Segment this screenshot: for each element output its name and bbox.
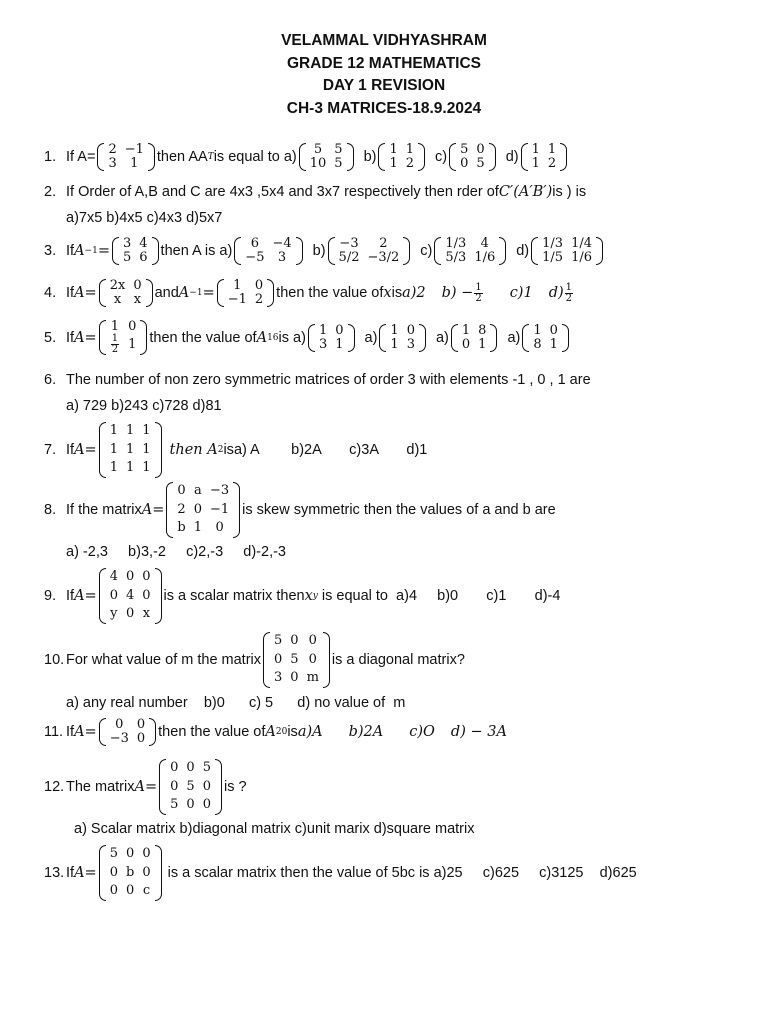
matrix-cell: 0 xyxy=(476,142,485,157)
question-12-options: a) Scalar matrix b)diagonal matrix c)unit marix d)square matrix xyxy=(74,821,475,837)
matrix-cell: 1 xyxy=(109,460,118,475)
question-10-options: a) any real number b)0 c) 5 d) no value of m xyxy=(66,695,406,711)
matrix-cell: 5 xyxy=(313,142,323,157)
matrix-cell: 0 xyxy=(126,846,135,861)
matrix-cell: 4 xyxy=(109,569,118,584)
matrix-cell: 0 xyxy=(125,569,135,584)
matrix-A xyxy=(99,279,153,307)
matrix-cell: 0 xyxy=(142,569,151,584)
matrix-cell: 0 xyxy=(290,670,299,685)
question-2: 2. If Order of A,B and C are 4x3 ,5x4 and 3x7 respectively then rder of C′(A′B′) is ) is xyxy=(44,184,587,200)
matrix-cell: −3 xyxy=(210,483,230,498)
matrix-A-inverse xyxy=(112,237,159,265)
matrix-cell: 0 xyxy=(136,717,146,732)
matrix-cell: 3 xyxy=(274,670,283,685)
matrix-cell: 0 xyxy=(460,156,469,171)
matrix-cell: 0 xyxy=(215,520,224,535)
question-1: 1. If A= 2 −1 3 1 then AA T is equal to a) 5 5 10 5 b) 1 1 1 2 c) 5 0 0 5 d) 1 1 1 2 xyxy=(44,143,760,171)
question-6-options: a) 729 b)243 c)728 d)81 xyxy=(66,398,222,414)
matrix-cell: 8 xyxy=(533,336,542,352)
question-9: 9. If A = 4 0 0 0 4 0 y 0 x is a scalar matrix then x y is equal to a)4 b)0 c)1 d)-4 xyxy=(44,568,760,624)
matrix-cell: 0 xyxy=(186,797,195,812)
option-d-matrix xyxy=(521,143,568,171)
matrix-cell: 5/2 xyxy=(338,250,360,265)
option-d-matrix xyxy=(531,237,603,265)
chapter-title: CH-3 MATRICES-18.9.2024 xyxy=(286,99,482,117)
grade-title: GRADE 12 MATHEMATICS xyxy=(286,54,482,72)
matrix-cell: −1 xyxy=(210,501,230,517)
matrix-cell: −5 xyxy=(245,250,265,265)
matrix-cell: 0 xyxy=(126,883,135,898)
matrix-cell: 1 xyxy=(405,142,415,157)
matrix-cell: 0 xyxy=(254,278,264,293)
matrix-A xyxy=(99,422,162,478)
matrix-A xyxy=(159,759,222,815)
matrix-cell: 1/3 xyxy=(445,236,467,251)
question-12: 12. The matrix A = 0 0 5 0 5 0 5 0 0 is ? xyxy=(44,759,760,815)
matrix-cell: 1 xyxy=(547,142,557,157)
matrix-cell: 1 xyxy=(461,322,471,338)
matrix-A xyxy=(166,482,240,538)
question-7: 7. If A = 1 1 1 1 1 1 1 1 1 then A 2 is a) A b)2A c)3A d)1 xyxy=(44,422,760,478)
matrix-cell: c xyxy=(142,883,151,898)
question-8: 8. If the matrix A = 0 a −3 2 0 −1 b 1 0 is skew symmetric then the values of a and b are xyxy=(44,482,760,538)
matrix-diagonal xyxy=(263,632,330,688)
matrix-A xyxy=(99,845,162,901)
matrix-cell: 4 xyxy=(480,236,489,251)
matrix-cell: b xyxy=(177,520,186,535)
matrix-cell: 2x xyxy=(109,278,126,293)
matrix-cell: 8 xyxy=(478,322,487,338)
matrix-cell: 0 xyxy=(406,322,415,338)
matrix-cell: 5/3 xyxy=(445,250,467,265)
matrix-cell: 6 xyxy=(250,236,260,251)
matrix-cell: 1 xyxy=(142,423,151,438)
matrix-cell: −1 xyxy=(124,142,144,157)
matrix-cell: 0 xyxy=(549,322,558,338)
matrix-cell: 1 xyxy=(549,336,558,352)
matrix-cell: 3 xyxy=(108,156,117,171)
matrix-cell: 0 xyxy=(170,778,179,794)
matrix-cell: 10 xyxy=(309,156,327,171)
matrix-cell: 1 xyxy=(531,156,540,171)
matrix-cell: b xyxy=(125,864,135,880)
matrix-cell: 0 xyxy=(109,864,118,880)
option-a-matrix xyxy=(234,237,302,265)
matrix-cell: 1 xyxy=(389,156,398,171)
matrix-cell: 2 xyxy=(177,501,186,517)
matrix-cell: 0 xyxy=(136,731,146,746)
matrix-cell: 1 xyxy=(390,322,399,338)
matrix-cell: 0 xyxy=(308,651,317,667)
matrix-cell: 0 xyxy=(133,278,142,293)
matrix-A xyxy=(99,568,162,624)
matrix-cell: 0 xyxy=(142,587,151,603)
matrix-cell: 1 xyxy=(390,336,399,352)
matrix-cell: −3 xyxy=(339,236,359,251)
matrix-cell: y xyxy=(110,606,118,621)
question-2-options: a)7x5 b)4x5 c)4x3 d)5x7 xyxy=(66,210,223,226)
matrix-cell: 1 xyxy=(478,336,487,352)
matrix-cell: 5 xyxy=(202,760,211,775)
matrix-cell: 4 xyxy=(139,236,148,251)
matrix-cell: 0 xyxy=(186,760,195,775)
matrix-A: 1 0 $\frac{1}{2}$ 1 xyxy=(99,320,148,355)
matrix-cell: 5 xyxy=(334,156,343,171)
matrix-cell: x xyxy=(113,292,122,307)
matrix-cell: −3 xyxy=(109,731,129,746)
matrix-cell: 0 xyxy=(193,501,202,517)
fraction-half: $\frac{1}{2}$ xyxy=(565,281,573,304)
matrix-cell: 0 xyxy=(335,322,344,338)
option-b-matrix xyxy=(379,324,426,352)
matrix-A xyxy=(97,143,154,171)
option-c-matrix xyxy=(434,237,506,265)
matrix-cell: 3 xyxy=(122,236,132,251)
matrix-cell: 1 xyxy=(142,441,151,457)
matrix-cell: 5 xyxy=(460,142,469,157)
option-b-matrix xyxy=(378,143,425,171)
matrix-cell: 0 xyxy=(177,483,186,498)
matrix-cell: −4 xyxy=(272,236,292,251)
option-a-matrix xyxy=(299,143,354,171)
matrix-cell: 1 xyxy=(125,460,135,475)
matrix-cell: 1 xyxy=(335,336,344,352)
matrix-A xyxy=(99,718,156,746)
matrix-cell: 0 xyxy=(109,587,118,603)
matrix-cell: x xyxy=(142,606,151,621)
matrix-cell: 0 xyxy=(115,717,124,732)
matrix-cell: 0 xyxy=(125,606,135,621)
matrix-cell: 0 xyxy=(202,778,211,794)
school-name: VELAMMAL VIDHYASHRAM xyxy=(281,32,487,49)
matrix-cell: 5 xyxy=(170,797,179,812)
matrix-cell: 2 xyxy=(547,156,557,171)
matrix-cell: 0 xyxy=(274,651,283,667)
matrix-cell: 1 xyxy=(233,278,242,293)
matrix-cell: 1/3 xyxy=(542,236,564,251)
question-7-options: a) A b)2A c)3A d)1 xyxy=(233,441,428,458)
matrix-cell: 3 xyxy=(277,250,287,265)
question-4: 4. If A = 2x 0 x x and A −1 = 1 0 −1 2 then the value of x is a)2 b) − $\frac{1}{2}$ c)1 d) $\frac{1}{2}$ xyxy=(44,278,573,307)
question-8-options: a) -2,3 b)3,-2 c)2,-3 d)-2,-3 xyxy=(66,544,286,560)
matrix-cell: 1 xyxy=(531,142,540,157)
matrix-cell: 1 xyxy=(142,460,151,475)
matrix-cell: 5 xyxy=(122,250,132,265)
matrix-cell: 1 xyxy=(533,322,542,338)
day-title: DAY 1 REVISION xyxy=(322,77,446,94)
matrix-cell: 2 xyxy=(108,142,117,157)
matrix-cell: m xyxy=(306,670,319,685)
option-d-matrix xyxy=(522,324,569,352)
matrix-cell: 5 xyxy=(476,156,485,171)
matrix-cell: −1 xyxy=(227,292,247,307)
matrix-cell: 0 xyxy=(142,846,151,861)
matrix-cell: a xyxy=(193,483,202,498)
matrix-cell: 1/5 xyxy=(542,250,564,265)
matrix-cell: 2 xyxy=(379,236,388,251)
matrix-cell: 1 xyxy=(130,156,139,171)
matrix-cell: 6 xyxy=(139,250,148,265)
matrix-cell: 0 xyxy=(290,633,299,648)
matrix-cell: 5 xyxy=(290,651,299,667)
matrix-cell: 1/4 xyxy=(571,236,592,251)
matrix-cell: 3 xyxy=(406,336,415,352)
matrix-cell: 4 xyxy=(125,587,135,603)
option-c-matrix xyxy=(449,143,496,171)
matrix-cell: 2 xyxy=(405,156,415,171)
fraction-half: $\frac{1}{2}$ xyxy=(475,281,482,304)
matrix-cell: 1/6 xyxy=(474,250,496,265)
matrix-cell: 0 xyxy=(461,336,471,352)
matrix-cell: 1 xyxy=(193,520,202,535)
matrix-cell: 1 xyxy=(109,423,118,438)
matrix-cell: 3 xyxy=(318,336,328,352)
matrix-cell: 0 xyxy=(142,864,151,880)
matrix-cell: 1 xyxy=(318,322,328,338)
matrix-cell: 1 xyxy=(125,423,135,438)
matrix-cell: 5 xyxy=(334,142,343,157)
matrix-A-inverse xyxy=(217,279,274,307)
matrix-cell: 0 xyxy=(202,797,211,812)
question-3: 3. If A −1 = 3 4 5 6 then A is a) 6 −4 −5 3 b) −3 2 5/2 −3/2 c) 1/3 4 5/3 1/6 d) 1/3 1/4 1/5 1/6 xyxy=(44,237,760,265)
matrix-cell: 1 xyxy=(389,142,398,157)
matrix-cell: 5 xyxy=(109,846,118,861)
matrix-cell: 1 xyxy=(109,441,118,457)
option-b-matrix xyxy=(328,237,411,265)
matrix-cell: 0 xyxy=(170,760,179,775)
matrix-cell: 2 xyxy=(254,292,264,307)
question-5: 5. If A = 1 0 $\frac{1}{2}$ 1 then the value of A 16 is a) 1 0 3 1 a) 1 0 1 3 a) 1 8 0 1 a) 1 0 8 1 xyxy=(44,320,760,355)
question-6: 6. The number of non zero symmetric matrices of order 3 with elements -1 , 0 , 1 are xyxy=(44,372,591,388)
matrix-cell: x xyxy=(133,292,142,307)
question-11: 11. If A = 0 0 −3 0 then the value of A 20 is a)A b)2A c)O d) − 3A xyxy=(44,717,507,746)
matrix-cell: 0 xyxy=(109,883,118,898)
matrix-cell: 1 xyxy=(125,441,135,457)
matrix-cell: 5 xyxy=(186,778,195,794)
matrix-cell: 5 xyxy=(274,633,283,648)
matrix-cell: 0 xyxy=(308,633,317,648)
question-13: 13. If A = 5 0 0 0 b 0 0 0 c is a scalar matrix then the value of 5bc is a)25 c)625 c)3125 d)625 xyxy=(44,845,760,901)
option-c-matrix xyxy=(451,324,498,352)
question-10: 10. For what value of m the matrix 5 0 0 0 5 0 3 0 m is a diagonal matrix? xyxy=(44,632,760,688)
page-header xyxy=(0,30,768,120)
matrix-cell: −3/2 xyxy=(367,250,400,265)
matrix-cell: 1/6 xyxy=(571,250,592,265)
option-a-matrix xyxy=(308,324,355,352)
